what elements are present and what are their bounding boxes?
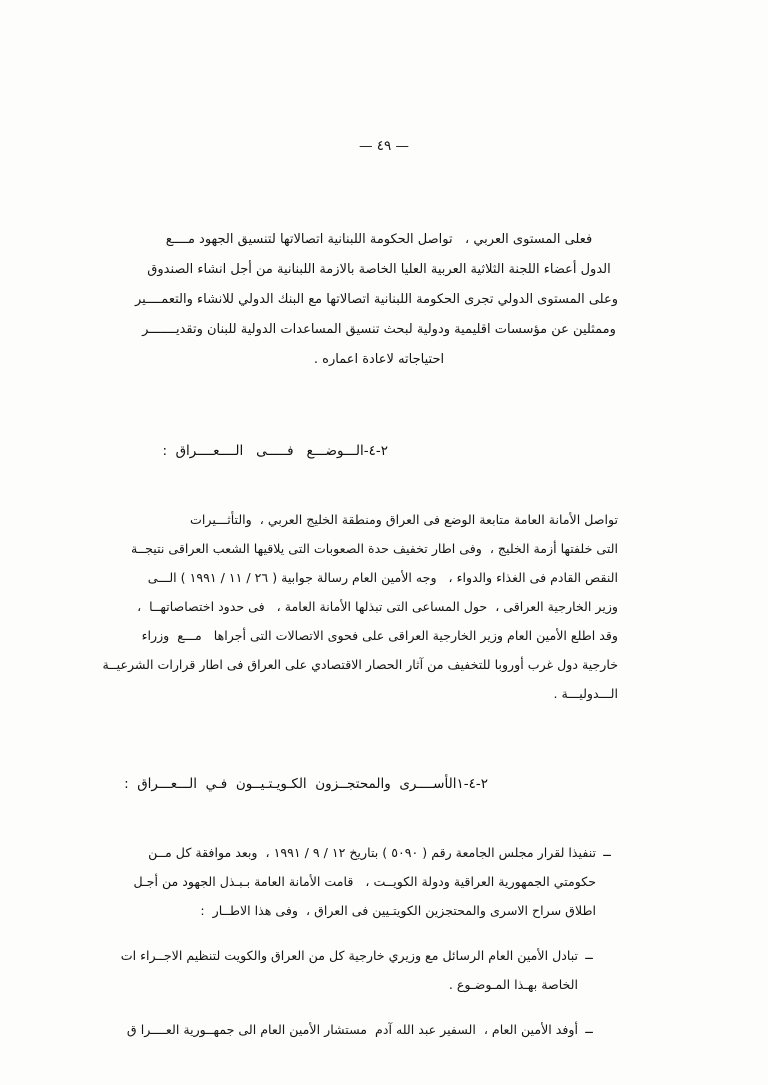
paragraph-line: الدول أعضاء اللجنة الثلاثية العربية العليا الخاصة بالازمة اللبنانية من أجل انشاء الصندوق [147,262,611,277]
body-line: تواصل الأمانة العامة متابعة الوضع فى العراق ومنطقة الخليج العربي ، والتأثـــيرات [190,512,618,527]
section-heading-prisoners: ٢-٤-١الأســــرى والمحتجــزون الكـويـتـيــون فـي الـــعـــراق : [124,776,488,792]
body-line: التى خلفتها أزمة الخليج ، وفى اطار تخفيف حدة الصعوبات التى يلاقيها الشعب العراقى نتيجــة [131,541,618,556]
list-dash-icon: ــ [603,845,611,860]
spacer [140,375,618,437]
list-item [120,941,618,999]
page-content [102,225,618,1060]
paragraph-line: وممثلين عن مؤسسات اقليمية ودولية لبحث تنسيق المساعدات الدولية للبنان وتقديـــــــر [142,322,616,337]
paragraph-line: احتياجاته لاعادة اعماره . [313,352,445,367]
body-line: النقص القادم فى الغذاء والدواء ، وجه الأمين العام رسالة جوابية ( ٢٦ / ١١ / ١٩٩١ ) الـــى [147,570,618,585]
body-line: أوفد الأمين العام ، السفير عبد الله آدم مستشار الأمين العام الى جمهــورية العــــرا ق [126,1022,578,1037]
list-item [133,838,618,925]
list-dash-icon: ــ [585,1022,593,1037]
body-line: خارجية دول غرب أوروبا للتخفيف من آثار الحصار الاقتصادي على العراق فى اطار قرارات الشرعيــة [102,657,618,672]
body-line: تبادل الأمين العام الرسائل مع وزيري خارجية كل من العراق والكويت لتنظيم الاجــراء ات [120,948,578,963]
paragraph-block-intro [134,225,618,375]
section-heading-iraq-situation: ٢-٤-الـــوضـــع فـــــى الــــعــــراق : [162,443,388,459]
section-body-iraq-situation [102,505,618,708]
list-item-text [133,838,596,925]
body-line: وقد اطلع الأمين العام وزير الخارجية العراقى على فحوى الاتصالات التى أجراها مـــع وزراء [141,628,618,643]
spacer [140,465,618,505]
body-line: تنفيذا لقرار مجلس الجامعة رقم ( ٥٠٩٠ ) بتاريخ ١٢ / ٩ / ١٩٩١ ، وبعد موافقة كل مــن [148,845,596,860]
body-line: اطلاق سراح الاسرى والمحتجزين الكويتـيين فى العراق ، وفى هذا الاطــار : [200,903,596,918]
list-item-text [121,941,578,999]
body-line: الخاصة بهـذا المـوضـوع . [448,977,578,992]
paragraph-line: وعلى المستوى الدولي تجرى الحكومة اللبنانية اتصالاتها مع البنك الدولي للانشاء والتعمــــير [134,292,618,307]
prisoners-list [120,838,618,1044]
body-line: حكومتي الجمهورية العراقية ودولة الكويــت ، قامت الأمانة العامة بـبـذل الجهود من أجـل [133,874,596,889]
list-item [126,1015,618,1044]
paragraph-line: فعلى المستوى العربي ، تواصل الحكومة اللبنانية اتصالاتها لتنسيق الجهود مــــع [165,232,593,247]
spacer [140,708,618,770]
body-line: الـــدوليـــة . [553,686,618,701]
list-item-text [127,1015,578,1044]
page-number: — ٤٩ — [358,138,410,154]
body-line: وزير الخارجية العراقى ، حول المساعى التى تبذلها الأمانة العامة ، فى حدود اختصاصاتهــا ، [137,599,618,614]
spacer [140,798,618,838]
list-dash-icon: ــ [585,948,593,963]
